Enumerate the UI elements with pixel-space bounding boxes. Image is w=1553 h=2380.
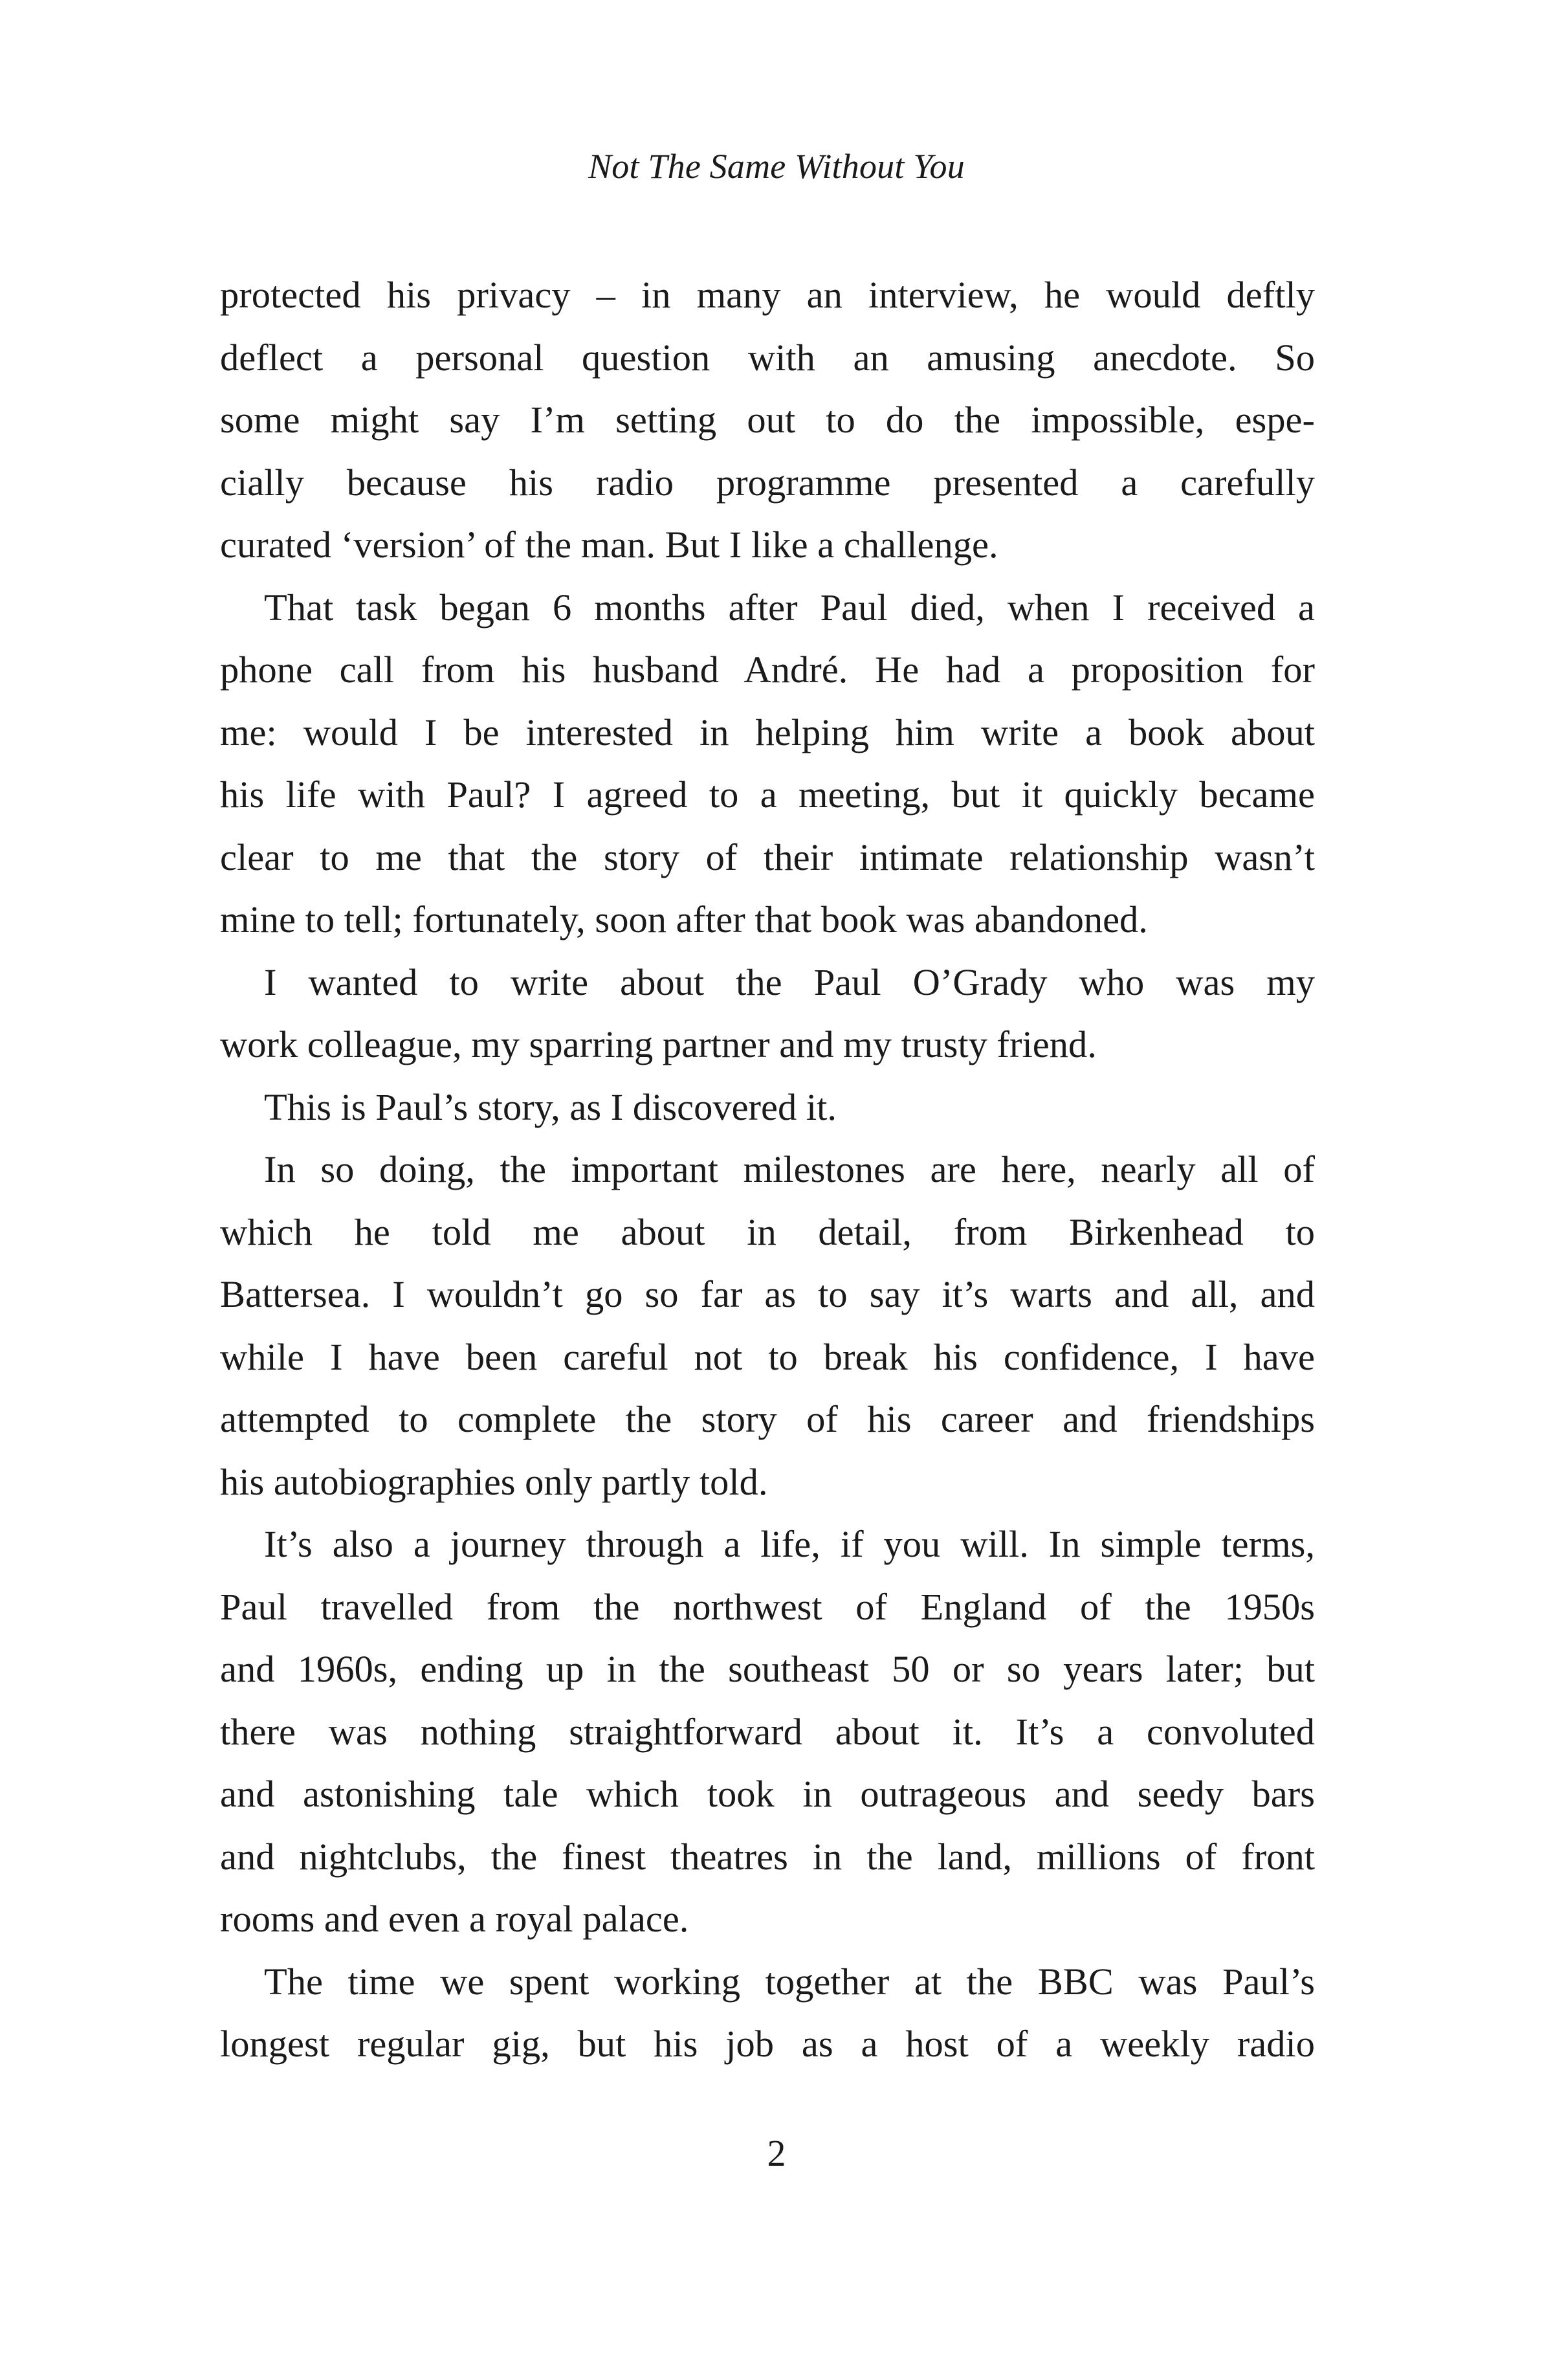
text-line: phone call from his husband André. He had a proposition for — [220, 649, 1315, 691]
text-line: attempted to complete the story of his career and friendships — [220, 1398, 1315, 1440]
text-line: Battersea. I wouldn’t go so far as to say it’s warts and all, and — [220, 1273, 1315, 1315]
text-line: That task began 6 months after Paul died, when I received a — [264, 586, 1315, 628]
page-number: 2 — [767, 2132, 786, 2174]
text-line: his autobiographies only partly told. — [220, 1460, 768, 1503]
text-line: deflect a personal question with an amusing anecdote. So — [220, 336, 1315, 379]
text-line: which he told me about in detail, from Birkenhead to — [220, 1210, 1315, 1253]
text-line: protected his privacy – in many an interview, he would deftly — [220, 274, 1315, 316]
text-line: while I have been careful not to break his confidence, I have — [220, 1335, 1315, 1378]
text-line: cially because his radio programme presented a carefully — [220, 461, 1315, 504]
text-line: longest regular gig, but his job as a host of a weekly radio — [220, 2023, 1315, 2065]
text-line: It’s also a journey through a life, if you will. In simple terms, — [264, 1523, 1315, 1565]
running-header: Not The Same Without You — [588, 147, 965, 186]
text-line: and nightclubs, the finest theatres in the land, millions of front — [220, 1835, 1315, 1878]
body-text — [220, 264, 1315, 2076]
text-line: clear to me that the story of their intimate relationship wasn’t — [220, 836, 1315, 878]
text-line: his life with Paul? I agreed to a meeting, but it quickly became — [220, 773, 1315, 816]
text-line: me: would I be interested in helping him write a book about — [220, 711, 1315, 753]
text-line: there was nothing straightforward about it. It’s a convoluted — [220, 1710, 1315, 1753]
text-line: work colleague, my sparring partner and my trusty friend. — [220, 1023, 1097, 1065]
text-line: I wanted to write about the Paul O’Grady who was my — [264, 961, 1315, 1003]
text-line: Paul travelled from the northwest of England of the 1950s — [220, 1585, 1315, 1628]
text-line: In so doing, the important milestones are here, nearly all of — [264, 1148, 1315, 1190]
text-line: The time we spent working together at the BBC was Paul’s — [264, 1960, 1315, 2003]
text-line: and astonishing tale which took in outrageous and seedy bars — [220, 1773, 1315, 1815]
text-line: and 1960s, ending up in the southeast 50 or so years later; but — [220, 1648, 1315, 1690]
text-line: curated ‘version’ of the man. But I like a challenge. — [220, 524, 998, 566]
text-line: some might say I’m setting out to do the impossible, espe- — [220, 399, 1315, 441]
text-line: This is Paul’s story, as I discovered it. — [264, 1085, 837, 1128]
text-line: mine to tell; fortunately, soon after that book was abandoned. — [220, 898, 1148, 940]
text-line: rooms and even a royal palace. — [220, 1898, 689, 1940]
